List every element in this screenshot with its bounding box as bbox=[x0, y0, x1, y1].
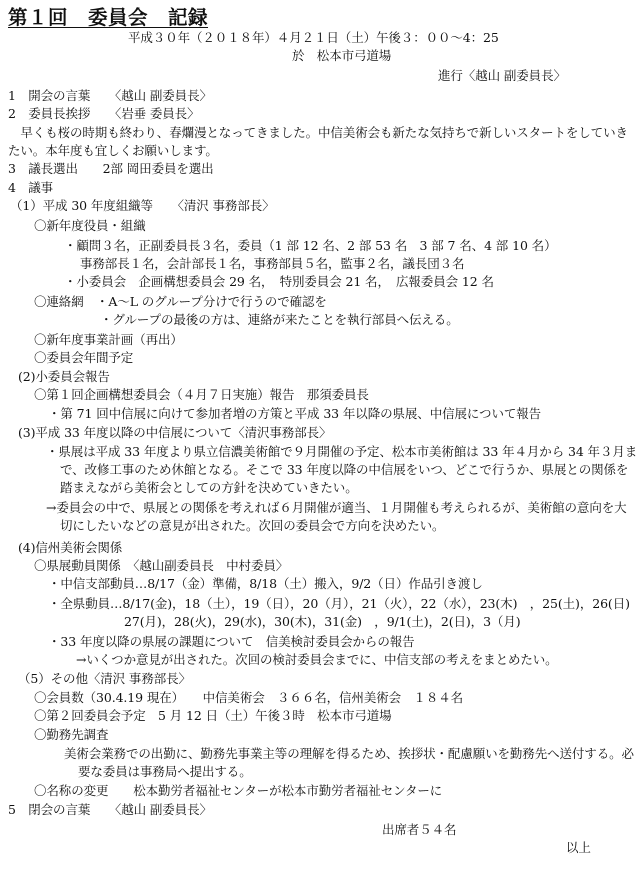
moderator: 進行〈越山 副委員長〉 bbox=[438, 68, 566, 83]
contact-line1: 〇連絡網 ・A～L のグループ分けで行うので確認を bbox=[34, 294, 327, 309]
item-agenda: 4 議事 bbox=[8, 180, 54, 195]
workplace-body: 美術会業務での出勤に、勤務先事業主等の理解を得るため、挨拶状・配慮願いを勤務先へ送付する。必要な委員は事務局へ提出する。 bbox=[64, 746, 634, 779]
contact-line2: ・グループの最後の方は、連絡が来たことを執行部員へ伝える。 bbox=[100, 312, 459, 327]
meeting-date: 平成３０年（２０１８年）４月２１日（土）午後３：００～4：25 bbox=[128, 30, 499, 45]
section2-head: (2)小委員会報告 bbox=[18, 369, 110, 384]
attendance: 出席者５４名 bbox=[382, 822, 457, 837]
item-opening: 1 開会の言葉 〈越山 副委員長〉 bbox=[8, 88, 212, 103]
officers-line2: 事務部長１名，会計部長１名，事務部員５名，監事２名，議長団３名 bbox=[80, 256, 465, 271]
allpref-line1: ・全県動員…8/17(金)，18（土），19（日），20（月），21（火），22（水），23(木) ，25(土)，26(日) bbox=[48, 596, 630, 611]
committee-meeting: 〇第１回企画構想委員会（４月７日実施）報告 那須委員長 bbox=[34, 387, 369, 402]
item-closing: 5 閉会の言葉 〈越山 副委員長〉 bbox=[8, 802, 212, 817]
section3-head: (3)平成 33 年度以降の中信展について〈清沢事務部長〉 bbox=[18, 425, 332, 440]
chushin-mobilize: ・中信支部動員…8/17（金）準備，8/18（土）搬入，9/2（日）作品引き渡し bbox=[48, 576, 483, 591]
officers-line3: ・小委員会 企画構想委員会 29 名， 特別委員会 21 名， 広報委員会 12 名 bbox=[64, 274, 494, 289]
plan-item: 〇新年度事業計画（再出） bbox=[34, 332, 183, 347]
officers-head: 〇新年度役員・組織 bbox=[34, 218, 146, 233]
schedule-item: 〇委員会年間予定 bbox=[34, 350, 134, 365]
greeting-body: 早くも桜の時期も終わり、春爛漫となってきました。中信美術会も新たな気持ちで新しいスタートをしていきたい。本年度も宜しくお願いします。 bbox=[8, 125, 628, 158]
page-title: 第１回 委員会 記録 bbox=[8, 6, 209, 29]
end-mark: 以上 bbox=[566, 840, 591, 855]
rename-item: 〇名称の変更 松本勤労者福祉センターが松本市勤労者福祉センターに bbox=[34, 783, 443, 798]
section4-head: (4)信州美術会関係 bbox=[18, 540, 123, 555]
section3-body2: →委員会の中で、県展との関係を考えれば６月開催が適当、１月開催も考えられるが、美術館の意向を大切にしたいなどの意見が出された。次回の委員会で方向を決めたい。 bbox=[46, 500, 627, 533]
workplace-head: 〇勤務先調査 bbox=[34, 727, 109, 742]
section5-head: （5）その他〈清沢 事務部長〉 bbox=[18, 671, 191, 686]
officers-line1: ・顧問３名，正副委員長３名，委員（1 部 12 名、2 部 53 名 3 部 7 名、4 部 10 名） bbox=[64, 238, 557, 253]
next-meeting: 〇第２回委員会予定 5 月 12 日（土）午後３時 松本市弓道場 bbox=[34, 708, 392, 723]
section3-body1: ・県展は平成 33 年度より県立信濃美術館で９月開催の予定、松本市美術館は 33 年４月から 34 年３月まで、改修工事のため休館となる。そこで 33 年度以降の中信展をいつ、どこで行うか、県展との関係を踏まえながら美術会としての方針を決めていきたい。 bbox=[46, 444, 638, 495]
section1-head: （1）平成 30 年度組織等 〈清沢 事務部長〉 bbox=[10, 198, 275, 213]
item-greeting: 2 委員長挨拶 〈岩垂 委員長〉 bbox=[8, 106, 200, 121]
allpref-line2: 27(月)，28(火)，29(水)，30(木)，31(金) ，9/1(土)，2(日)，3（月) bbox=[124, 614, 521, 629]
issue-response: →いくつか意見が出された。次回の検討委員会までに、中信支部の考えをまとめたい。 bbox=[76, 652, 558, 667]
committee-detail: ・第 71 回中信展に向けて参加者増の方策と平成 33 年以降の県展、中信展について報告 bbox=[48, 406, 542, 421]
issue-item: ・33 年度以降の県展の課題について 信美検討委員会からの報告 bbox=[48, 634, 415, 649]
meeting-place: 於 松本市弓道場 bbox=[292, 48, 392, 63]
item-chair: 3 議長選出 2部 岡田委員を選出 bbox=[8, 161, 214, 176]
member-count: 〇会員数（30.4.19 現在） 中信美術会 ３６６名，信州美術会 １８４名 bbox=[34, 690, 464, 705]
mobilize-head: 〇県展動員関係 〈越山副委員長 中村委員〉 bbox=[34, 558, 289, 573]
